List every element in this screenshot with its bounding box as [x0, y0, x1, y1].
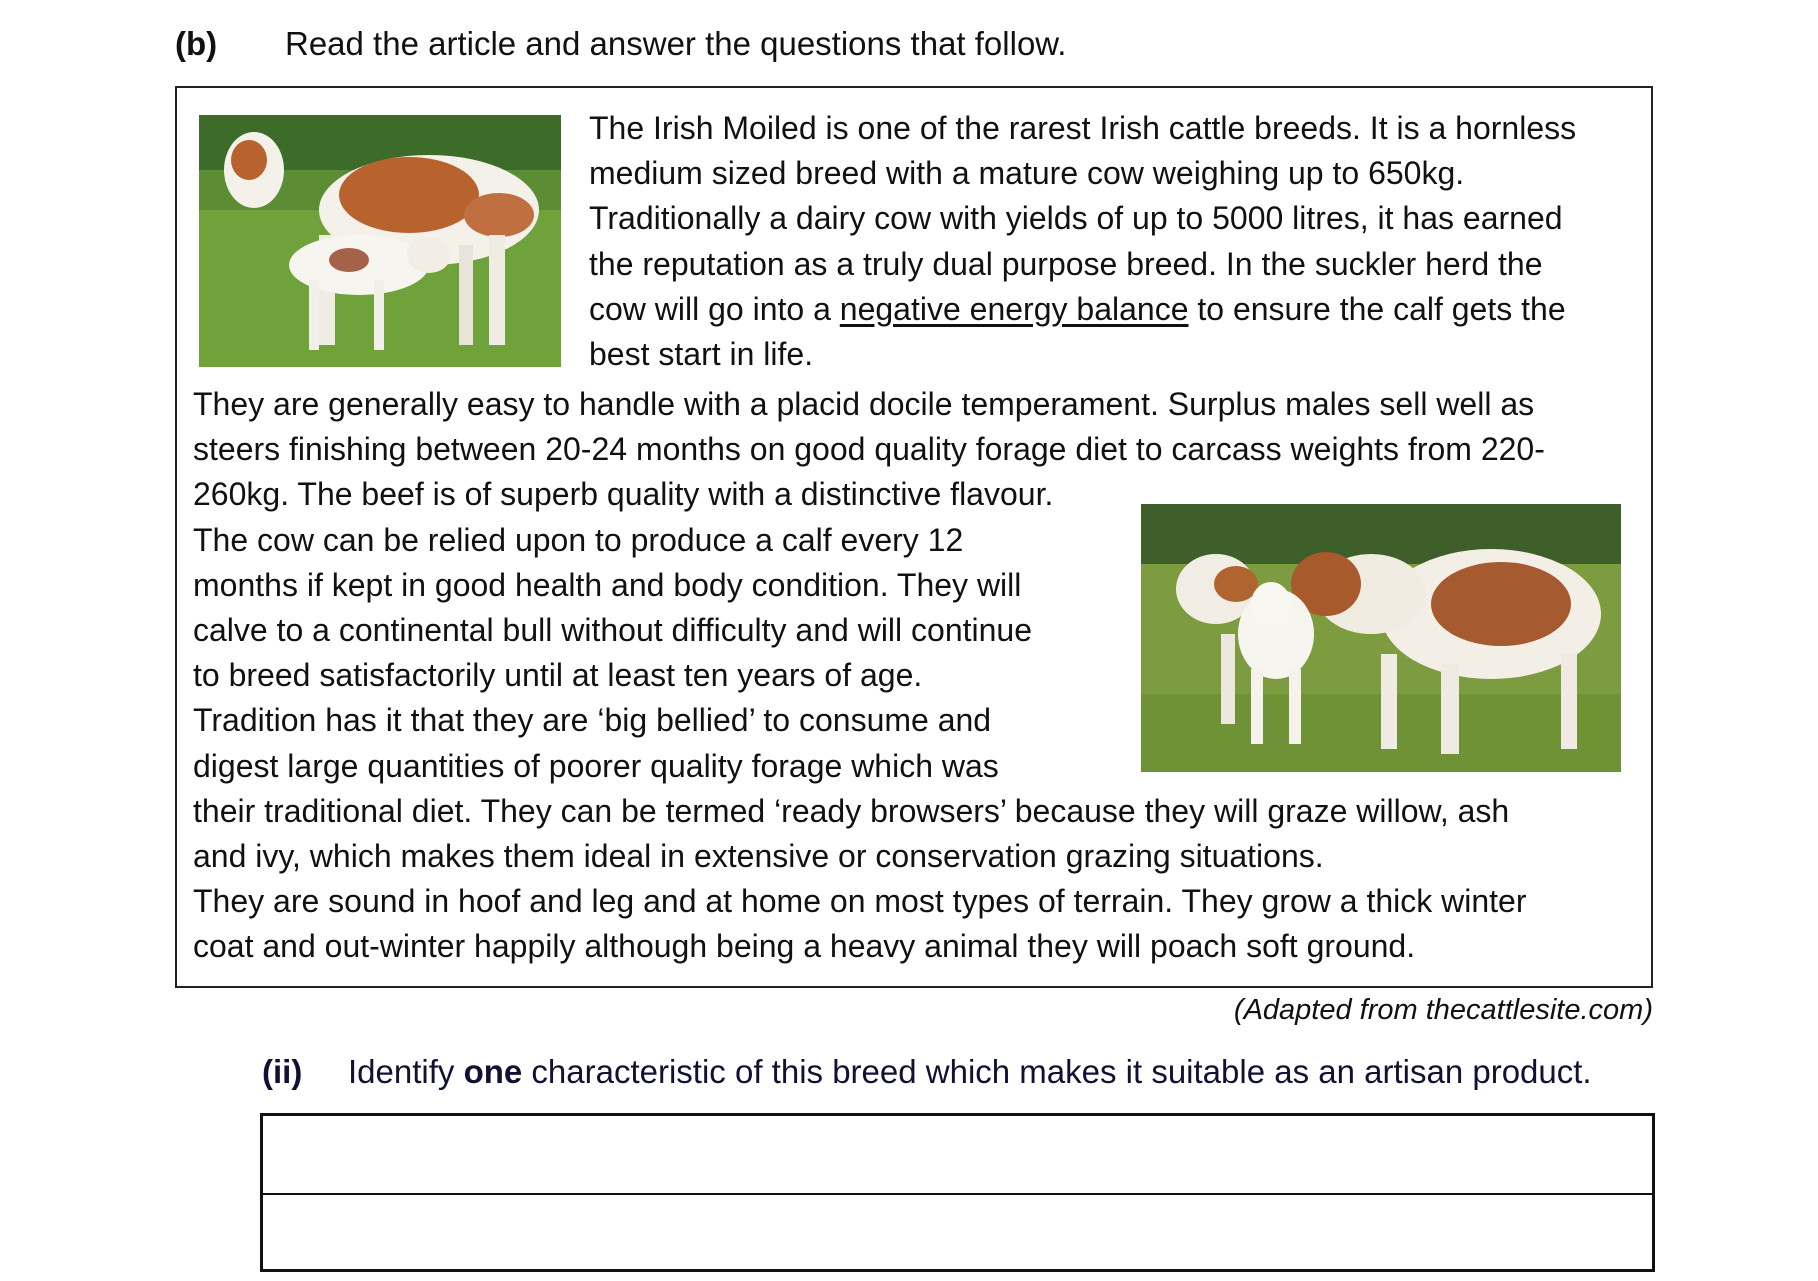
article-line: digest large quantities of poorer quality forage which was: [193, 747, 999, 784]
question-text: [348, 1050, 1592, 1094]
article-line: They are generally easy to handle with a placid docile temperament. Surplus males sell well as: [193, 386, 1535, 422]
article-line: coat and out-winter happily although being a heavy animal they will poach soft ground.: [193, 928, 1416, 965]
article-line: The Irish Moiled is one of the rarest Irish cattle breeds. It is a hornless: [589, 110, 1577, 146]
part-label: (b): [175, 25, 218, 62]
article-line: and ivy, which makes them ideal in extensive or conservation grazing situations.: [193, 838, 1324, 875]
article-line: months if kept in good health and body condition. They will: [193, 566, 1022, 603]
instruction-text: Read the article and answer the questions that follow.: [285, 25, 1067, 62]
answer-box[interactable]: [260, 1113, 1655, 1272]
article-line: calve to a continental bull without difficulty and will continue: [193, 612, 1033, 649]
answer-divider: [263, 1193, 1652, 1195]
question-text-post: characteristic of this breed which makes it suitable as an artisan product.: [522, 1053, 1592, 1090]
question-text-emphasis: one: [463, 1053, 523, 1090]
article-line: steers finishing between 20-24 months on good quality forage diet to carcass weights from 220-: [193, 431, 1545, 468]
article-line: best start in life.: [589, 336, 814, 373]
article-line: Tradition has it that they are ‘big bellied’ to consume and: [193, 702, 992, 739]
article-box: [175, 86, 1653, 988]
article-line: the reputation as a truly dual purpose breed. In the suckler herd the: [589, 245, 1543, 282]
article-line: [589, 287, 1576, 332]
article-line: to breed satisfactorily until at least ten years of age.: [193, 657, 923, 694]
question-text-pre: Identify: [348, 1053, 464, 1090]
source-citation: (Adapted from thecattlesite.com): [1233, 994, 1653, 1026]
article-line: their traditional diet. They can be termed ‘ready browsers’ because they will graze willow, ash: [193, 792, 1510, 829]
article-line: They are sound in hoof and leg and at home on most types of terrain. They grow a thick winter: [193, 883, 1527, 920]
article-line: 260kg. The beef is of superb quality with a distinctive flavour.: [193, 476, 1054, 513]
cow-and-calf-photo: [199, 115, 561, 367]
cattle-group-photo: [1141, 504, 1621, 772]
question-label: (ii): [262, 1053, 303, 1090]
article-line: The cow can be relied upon to produce a calf every 12: [193, 521, 964, 558]
article-text: cow will go into a: [589, 290, 840, 327]
underlined-term: negative energy balance: [839, 290, 1189, 327]
article-line: medium sized breed with a mature cow weighing up to 650kg.: [589, 155, 1465, 192]
article-line: Traditionally a dairy cow with yields of up to 5000 litres, it has earned: [589, 200, 1563, 237]
article-text: to ensure the calf gets the: [1188, 290, 1566, 327]
article-paragraph-1: [589, 106, 1576, 377]
